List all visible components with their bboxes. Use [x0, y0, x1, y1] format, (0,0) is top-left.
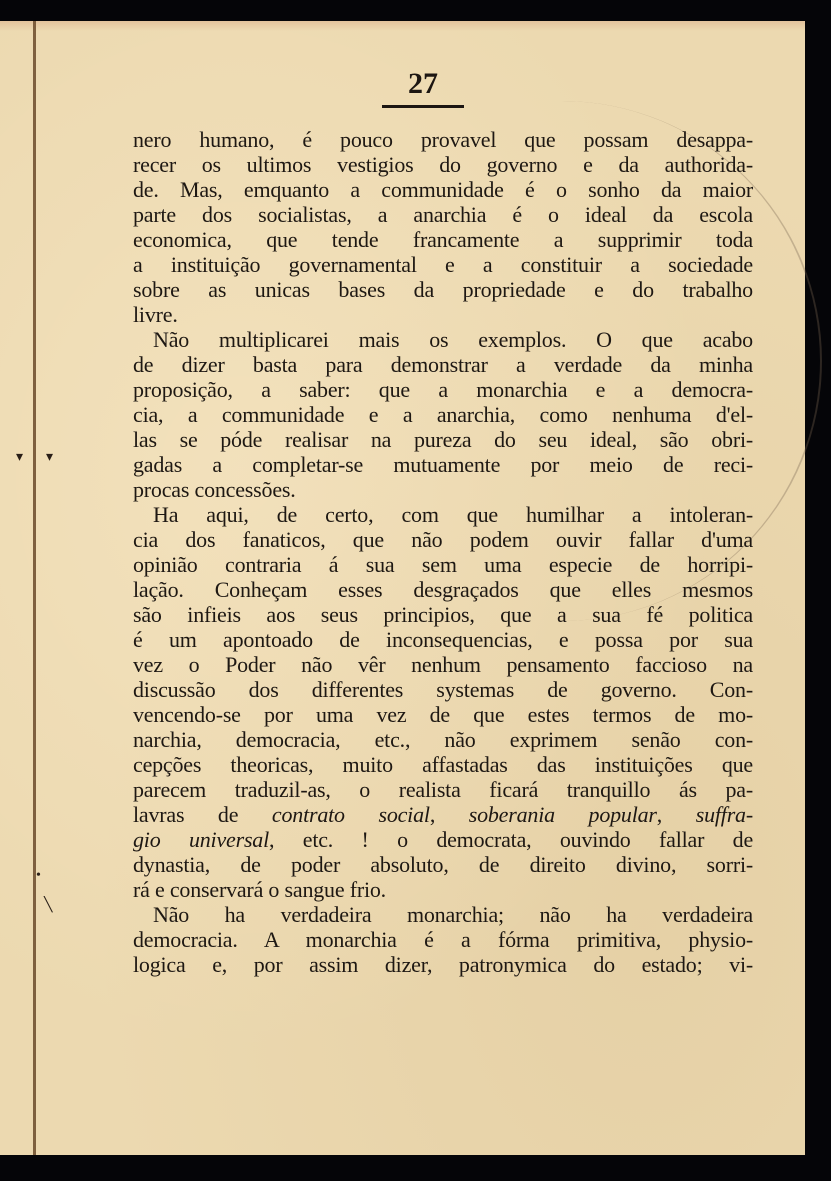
text-line: democracia. A monarchia é a fórma primitiva, physio-	[133, 927, 753, 952]
text-line: de. Mas, emquanto a communidade é o sonho da maior	[133, 177, 753, 202]
text-line: Ha aqui, de certo, com que humilhar a intoleran-	[153, 502, 753, 527]
text-line: dynastia, de poder absoluto, de direito divino, sorri-	[133, 852, 753, 877]
italic-term: gio universal	[133, 827, 270, 852]
margin-speck: ╲	[44, 898, 53, 913]
text-line: vencendo-se por uma vez de que estes termos de mo-	[133, 702, 753, 727]
text-line: Não ha verdadeira monarchia; não ha verdadeira	[153, 902, 753, 927]
text-segment: lavras de	[133, 802, 272, 827]
text-line: logica e, por assim dizer, patronymica do estado; vi-	[133, 952, 753, 977]
text-line: rá e conservará o sangue frio.	[133, 877, 386, 902]
text-line: parte dos socialistas, a anarchia é o ideal da escola	[133, 202, 753, 227]
text-line: cia dos fanaticos, que não podem ouvir fallar d'uma	[133, 527, 753, 552]
scanned-book-page	[0, 21, 805, 1155]
text-line-mixed	[133, 802, 753, 827]
text-line: economica, que tende francamente a supprimir toda	[133, 227, 753, 252]
page-number-rule	[382, 105, 464, 108]
text-line: livre.	[133, 302, 178, 327]
italic-term: suffra-	[695, 802, 753, 827]
text-line: las se póde realisar na pureza do seu ideal, são obri-	[133, 427, 753, 452]
text-line: nero humano, é pouco provavel que possam desappa-	[133, 127, 753, 152]
binding-gutter-line	[33, 21, 36, 1155]
text-line: proposição, a saber: que a monarchia e a democra-	[133, 377, 753, 402]
text-line: cia, a communidade e a anarchia, como nenhuma d'el-	[133, 402, 753, 427]
text-line: opinião contraria á sua sem uma especie de horripi-	[133, 552, 753, 577]
text-segment: ,	[429, 802, 469, 827]
text-line: de dizer basta para demonstrar a verdade da minha	[133, 352, 753, 377]
text-segment: ,	[656, 802, 696, 827]
text-line: é um apontoado de inconsequencias, e possa por sua	[133, 627, 753, 652]
text-line: gadas a completar-se mutuamente por meio de reci-	[133, 452, 753, 477]
text-line: são infieis aos seus principios, que a sua fé politica	[133, 602, 753, 627]
text-line: sobre as unicas bases da propriedade e do trabalho	[133, 277, 753, 302]
text-line: lação. Conheçam esses desgraçados que elles mesmos	[133, 577, 753, 602]
text-line: vez o Poder não vêr nenhum pensamento faccioso na	[133, 652, 753, 677]
margin-speck: •	[36, 868, 41, 883]
text-line: cepções theoricas, muito affastadas das instituições que	[133, 752, 753, 777]
margin-speck: ▾	[16, 450, 24, 465]
text-line-mixed	[133, 827, 753, 852]
italic-term: soberania popular	[468, 802, 657, 827]
text-line: recer os ultimos vestigios do governo e da authorida-	[133, 152, 753, 177]
text-line: discussão dos differentes systemas de governo. Con-	[133, 677, 753, 702]
body-text	[133, 127, 753, 977]
text-segment: , etc. ! o democrata, ouvindo fallar de	[269, 827, 754, 852]
text-line: parecem traduzil-as, o realista ficará tranquillo ás pa-	[133, 777, 753, 802]
text-line: narchia, democracia, etc., não exprimem senão con-	[133, 727, 753, 752]
page-edge-shading	[0, 21, 805, 31]
margin-speck: ▾	[46, 450, 54, 465]
text-line: Não multiplicarei mais os exemplos. O que acabo	[153, 327, 753, 352]
page-number: 27	[408, 67, 438, 100]
italic-term: contrato social	[271, 802, 430, 827]
text-line: procas concessões.	[133, 477, 296, 502]
text-line: a instituição governamental e a constituir a sociedade	[133, 252, 753, 277]
